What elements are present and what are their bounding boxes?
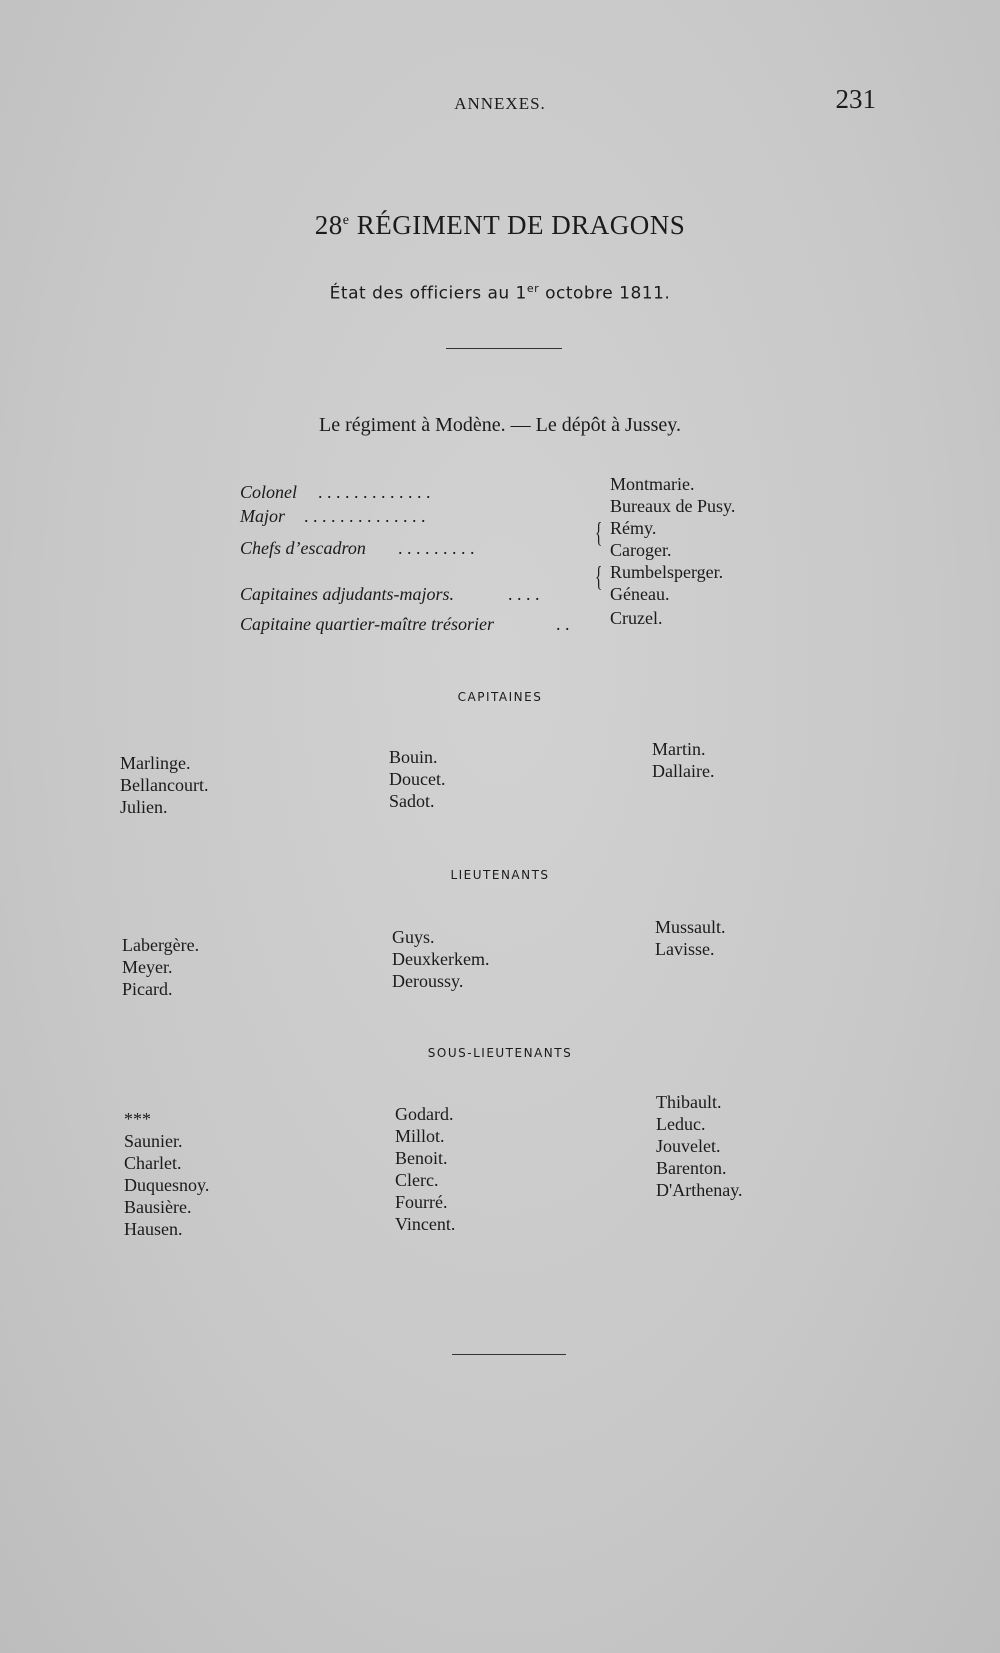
lieutenants-col-2 — [392, 926, 489, 992]
list-item: Doucet. — [389, 769, 446, 789]
major-name: Bureaux de Pusy. — [610, 496, 736, 516]
list-item: Deroussy. — [392, 971, 464, 991]
lieutenants-col-3 — [655, 916, 726, 960]
list-item: Bouin. — [389, 747, 438, 767]
list-item: Lavisse. — [655, 939, 715, 959]
list-item: Julien. — [120, 797, 168, 817]
chefs-name-1: Rémy. — [610, 518, 657, 538]
running-head: ANNEXES. — [454, 94, 546, 113]
list-item: Bausière. — [124, 1197, 192, 1217]
list-item: Thibault. — [656, 1092, 722, 1112]
colonel-label: Colonel — [240, 482, 297, 502]
adjudants-label: Capitaines adjudants-majors. — [240, 584, 455, 604]
list-item: Godard. — [395, 1104, 454, 1124]
title-number: 28 — [314, 210, 343, 240]
list-item: Deuxkerkem. — [392, 949, 490, 969]
list-item: Charlet. — [124, 1153, 182, 1173]
list-item: Sadot. — [389, 791, 435, 811]
list-item: Dallaire. — [652, 761, 715, 781]
subtitle-before: État des officiers au 1 — [329, 283, 527, 304]
list-item: Fourré. — [395, 1192, 448, 1212]
location-line: Le régiment à Modène. — Le dépôt à Jussey. — [319, 414, 681, 436]
list-item: Meyer. — [122, 957, 173, 977]
adjudants-name-2: Géneau. — [610, 584, 670, 604]
list-item: Hausen. — [124, 1219, 183, 1239]
list-item: D'Arthenay. — [656, 1180, 743, 1200]
list-item: *** — [124, 1109, 151, 1129]
capitaines-col-1 — [120, 752, 208, 818]
tresorier-dots: . . — [556, 614, 570, 634]
list-item: Marlinge. — [120, 753, 191, 773]
page-number: 231 — [835, 84, 876, 114]
list-item: Jouvelet. — [656, 1136, 721, 1156]
divider-top — [446, 348, 562, 349]
chefs-name-2: Caroger. — [610, 540, 672, 560]
page-title — [0, 210, 1000, 241]
list-item: Barenton. — [656, 1158, 727, 1178]
sous-lieutenants-heading: SOUS-LIEUTENANTS — [427, 1046, 573, 1060]
list-item: Millot. — [395, 1126, 445, 1146]
list-item: Saunier. — [124, 1131, 183, 1151]
capitaines-col-3 — [652, 738, 714, 782]
major-dots: . . . . . . . . . . . . . . — [304, 506, 426, 526]
sous-lieutenants-col-2 — [395, 1103, 455, 1235]
tresorier-name: Cruzel. — [610, 608, 663, 628]
lieutenants-heading: LIEUTENANTS — [450, 868, 550, 882]
adjudants-brace: { — [595, 562, 603, 593]
list-item: Benoit. — [395, 1148, 448, 1168]
chefs-label: Chefs d’escadron — [240, 538, 366, 558]
colonel-name: Montmarie. — [610, 474, 695, 494]
list-item: Mussault. — [655, 917, 726, 937]
subtitle-superscript: er — [526, 282, 540, 295]
list-item: Picard. — [122, 979, 173, 999]
sous-lieutenants-col-1 — [124, 1108, 209, 1240]
title-superscript: e — [342, 213, 350, 228]
subtitle-after: octobre 1811. — [539, 283, 671, 304]
chefs-brace: { — [595, 518, 603, 549]
list-item: Clerc. — [395, 1170, 439, 1190]
subtitle — [0, 282, 1000, 304]
divider-bottom — [452, 1354, 566, 1355]
chefs-dots: . . . . . . . . . — [398, 538, 475, 558]
sous-lieutenants-col-3 — [656, 1091, 743, 1201]
colonel-dots: . . . . . . . . . . . . . — [318, 482, 431, 502]
capitaines-heading: CAPITAINES — [457, 690, 543, 704]
list-item: Bellancourt. — [120, 775, 209, 795]
list-item: Duquesnoy. — [124, 1175, 210, 1195]
list-item: Labergère. — [122, 935, 200, 955]
list-item: Vincent. — [395, 1214, 456, 1234]
tresorier-label: Capitaine quartier-maître trésorier — [240, 614, 494, 634]
major-label: Major — [240, 506, 285, 526]
title-text: RÉGIMENT DE DRAGONS — [349, 210, 686, 240]
adjudants-name-1: Rumbelsperger. — [610, 562, 724, 582]
lieutenants-col-1 — [122, 934, 199, 1000]
adjudants-dots: . . . . — [508, 584, 540, 604]
list-item: Guys. — [392, 927, 435, 947]
list-item: Leduc. — [656, 1114, 706, 1134]
capitaines-col-2 — [389, 746, 445, 812]
list-item: Martin. — [652, 739, 706, 759]
